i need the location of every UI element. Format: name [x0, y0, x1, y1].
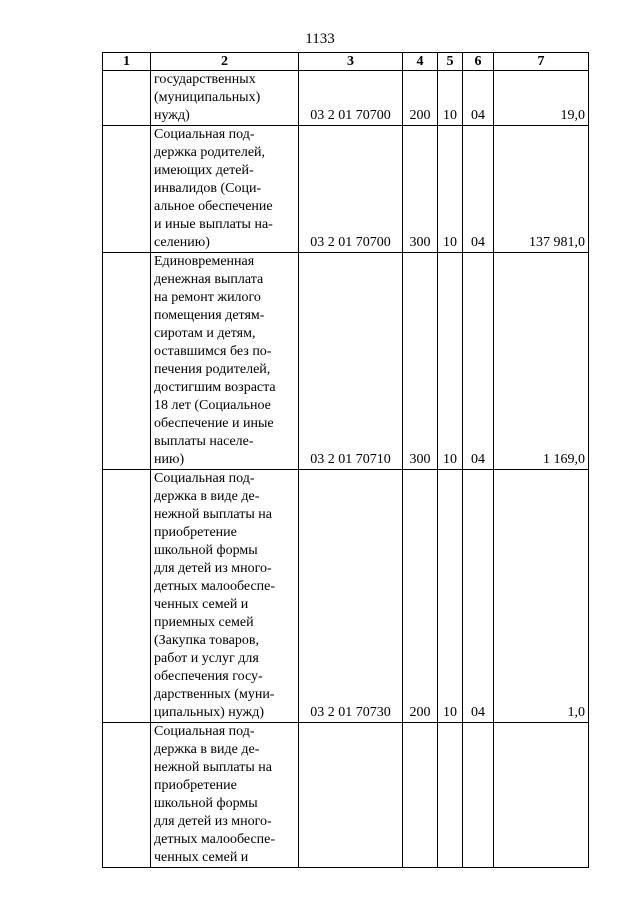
row-name-cell — [151, 126, 299, 253]
row-name-line: помещения детям- — [154, 308, 265, 323]
row-name-line: ченных семей и — [154, 850, 249, 865]
header-col-1: 1 — [103, 53, 151, 71]
subsection-cell: 04 — [463, 126, 494, 253]
row-name-line: государственных — [154, 72, 256, 87]
row-name-line: (Закупка товаров, — [154, 633, 259, 648]
row-name-cell — [151, 71, 299, 126]
row-name-cell — [151, 470, 299, 723]
row-name-line: обеспечение и иные — [154, 416, 274, 431]
expense-type-cell: 300 — [403, 126, 438, 253]
row-name-line: имеющих детей- — [154, 163, 254, 178]
row-name-line: держка в виде де- — [154, 489, 260, 504]
row-name-line: приемных семей — [154, 615, 254, 630]
row-name-line: держка родителей, — [154, 145, 266, 160]
header-col-2: 2 — [151, 53, 299, 71]
row-name-line: детных малообеспе- — [154, 579, 276, 594]
row-name-line: на ремонт жилого — [154, 290, 261, 305]
subsection-cell: 04 — [463, 470, 494, 723]
row-number-cell — [103, 470, 151, 723]
header-col-6: 6 — [463, 53, 494, 71]
target-code-cell: 03 2 01 70700 — [299, 126, 403, 253]
row-name-line: приобретение — [154, 525, 237, 540]
table-row — [103, 71, 589, 126]
section-cell: 10 — [438, 71, 463, 126]
row-name-line: ченных семей и — [154, 597, 249, 612]
section-cell: 10 — [438, 126, 463, 253]
target-code-cell — [299, 723, 403, 868]
row-name-line: (муниципальных) — [154, 90, 261, 105]
row-number-cell — [103, 253, 151, 470]
target-code-cell: 03 2 01 70700 — [299, 71, 403, 126]
row-name-line: достигшим возраста — [154, 380, 276, 395]
row-name-cell — [151, 723, 299, 868]
row-name-line: школьной формы — [154, 543, 258, 558]
row-name-line: оставшимся без по- — [154, 344, 272, 359]
section-cell: 10 — [438, 253, 463, 470]
subsection-cell: 04 — [463, 253, 494, 470]
row-name-line: приобретение — [154, 778, 237, 793]
row-name-line: печения родителей, — [154, 362, 271, 377]
row-number-cell — [103, 723, 151, 868]
section-cell: 10 — [438, 470, 463, 723]
header-col-5: 5 — [438, 53, 463, 71]
subsection-cell — [463, 723, 494, 868]
amount-cell: 19,0 — [494, 71, 589, 126]
header-col-7: 7 — [494, 53, 589, 71]
amount-cell: 1 169,0 — [494, 253, 589, 470]
row-name-line: сиротам и детям, — [154, 326, 256, 341]
row-name-line: и иные выплаты на- — [154, 217, 273, 232]
expense-type-cell: 200 — [403, 71, 438, 126]
header-col-4: 4 — [403, 53, 438, 71]
row-name-line: детных малообеспе- — [154, 832, 276, 847]
row-name-line: для детей из много- — [154, 561, 272, 576]
amount-cell — [494, 723, 589, 868]
header-row — [103, 53, 589, 71]
row-name-line: держка в виде де- — [154, 742, 260, 757]
table-row — [103, 126, 589, 253]
target-code-cell: 03 2 01 70730 — [299, 470, 403, 723]
expense-type-cell: 200 — [403, 470, 438, 723]
row-name-line: 18 лет (Социальное — [154, 398, 271, 413]
row-name-line: дарственных (муни- — [154, 687, 275, 702]
row-name-line: альное обеспечение — [154, 199, 273, 214]
row-name-line: нужд) — [154, 108, 190, 123]
table-row — [103, 253, 589, 470]
section-cell — [438, 723, 463, 868]
row-name-line: Социальная под- — [154, 724, 255, 739]
row-name-line: нежной выплаты на — [154, 760, 272, 775]
budget-table — [102, 52, 589, 868]
row-name-line: ципальных) нужд) — [154, 705, 265, 720]
row-number-cell — [103, 71, 151, 126]
row-name-line: Социальная под- — [154, 471, 255, 486]
expense-type-cell — [403, 723, 438, 868]
table-row — [103, 470, 589, 723]
row-name-line: школьной формы — [154, 796, 258, 811]
row-name-line: нежной выплаты на — [154, 507, 272, 522]
row-name-line: селению) — [154, 235, 210, 250]
row-name-line: Социальная под- — [154, 127, 255, 142]
row-name-cell — [151, 253, 299, 470]
table-row — [103, 723, 589, 868]
row-name-line: обеспечения госу- — [154, 669, 263, 684]
target-code-cell: 03 2 01 70710 — [299, 253, 403, 470]
amount-cell: 137 981,0 — [494, 126, 589, 253]
subsection-cell: 04 — [463, 71, 494, 126]
row-name-line: выплаты населе- — [154, 434, 254, 449]
amount-cell: 1,0 — [494, 470, 589, 723]
page-number: 1133 — [305, 31, 335, 47]
row-name-line: денежная выплата — [154, 272, 264, 287]
row-name-line: работ и услуг для — [154, 651, 259, 666]
row-number-cell — [103, 126, 151, 253]
row-name-line: инвалидов (Соци- — [154, 181, 262, 196]
header-col-3: 3 — [299, 53, 403, 71]
row-name-line: нию) — [154, 452, 185, 467]
row-name-line: для детей из много- — [154, 814, 272, 829]
expense-type-cell: 300 — [403, 253, 438, 470]
row-name-line: Единовременная — [154, 254, 255, 269]
